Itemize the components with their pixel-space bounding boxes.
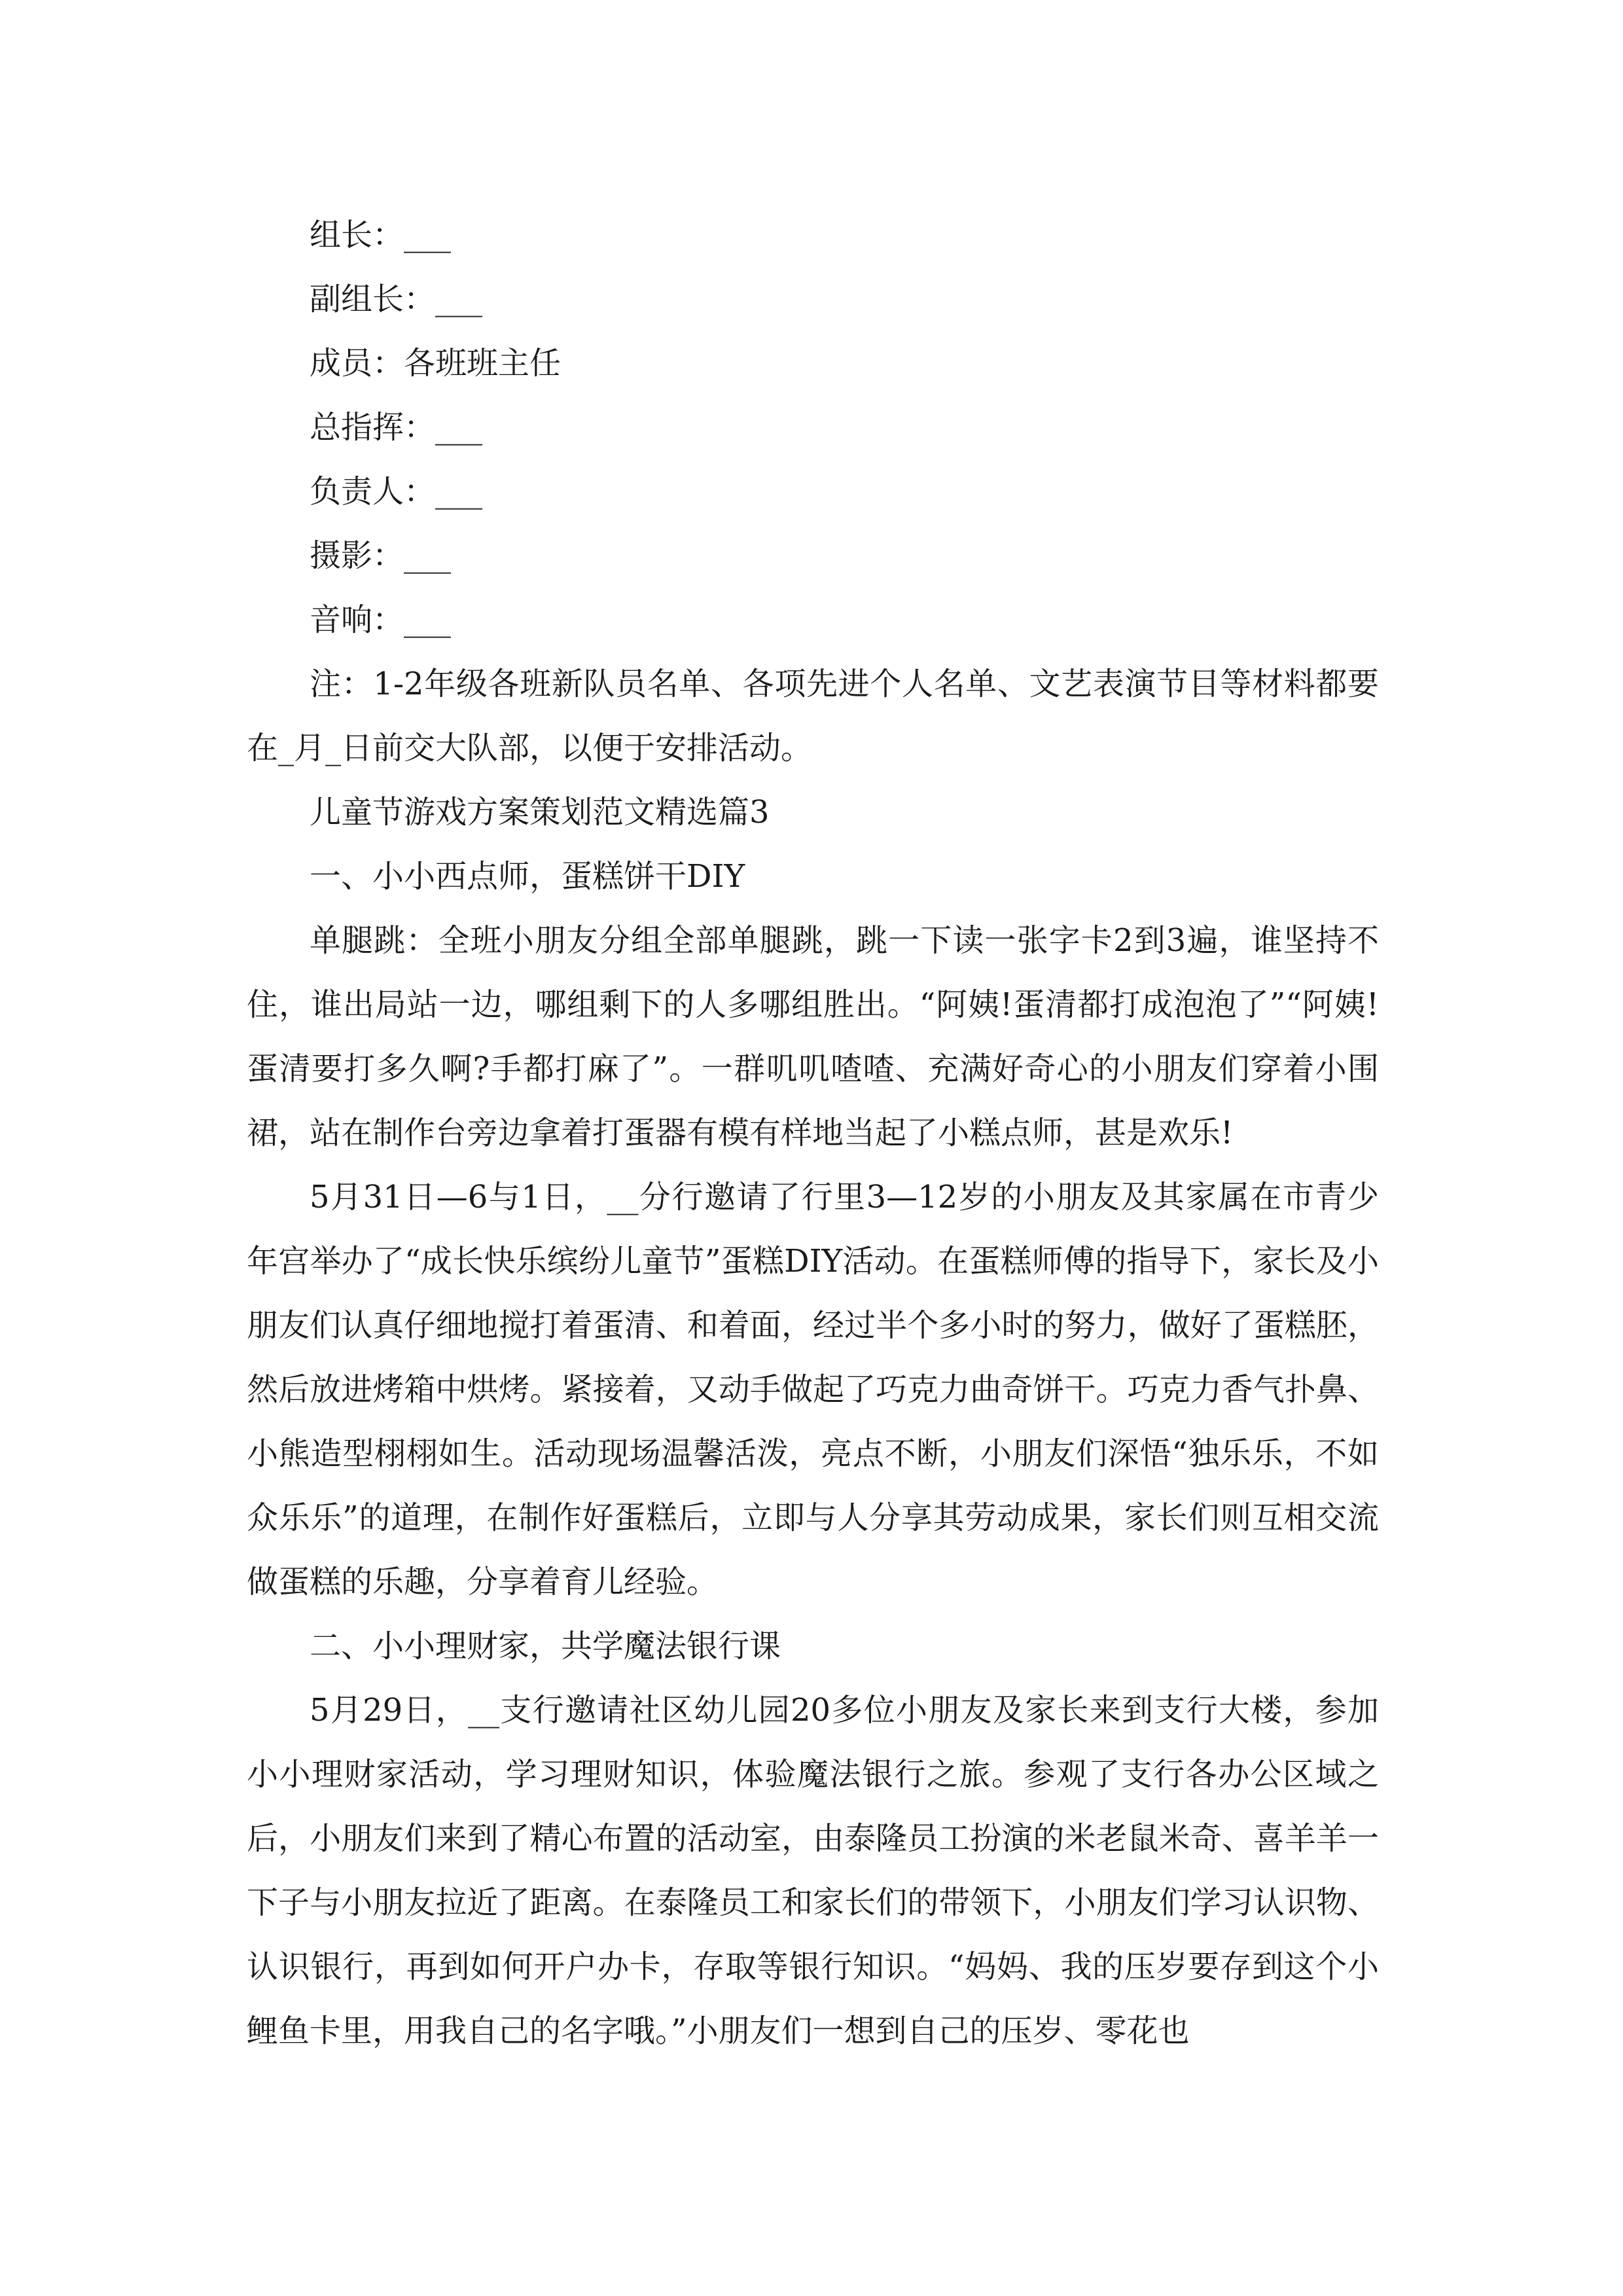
- role-value: ___: [435, 409, 483, 446]
- role-label: 音响：: [310, 601, 404, 638]
- heading-finance-class: 二、小小理财家，共学魔法银行课: [310, 1628, 781, 1664]
- paragraph-cake-activity: 5月31日—6与1日，__分行邀请了行里3—12岁的小朋友及其家属在市青少年宫举办了“成长快乐缤纷儿童节”蛋糕DIY活动。在蛋糕师傅的指导下，家长及小朋友们认真仔细地搅打着蛋清、和着面，经过半个多小时的努力，做好了蛋糕胚，然后放进烤箱中烘烤。紧接着，又动手做起了巧克力曲奇饼干。巧克力香气扑鼻、小熊造型栩栩如生。活动现场温馨活泼，亮点不断，小朋友们深悟“独乐乐，不如众乐乐”的道理，在制作好蛋糕后，立即与人分享其劳动成果，家长们则互相交流做蛋糕的乐趣，分享着育儿经验。: [247, 1179, 1379, 1600]
- role-label: 组长：: [310, 217, 404, 253]
- role-value: ___: [404, 601, 452, 638]
- role-value: ___: [404, 217, 452, 253]
- document-body: [247, 203, 1379, 2063]
- role-line-members: [247, 331, 1379, 395]
- role-value: 各班班主任: [404, 345, 562, 382]
- role-line-leader: [247, 203, 1379, 267]
- role-line-responsible: [247, 459, 1379, 524]
- heading-cake-diy: 一、小小西点师，蛋糕饼干DIY: [310, 858, 745, 895]
- section-title: 儿童节游戏方案策划范文精选篇3: [310, 794, 770, 831]
- role-label: 摄影：: [310, 537, 404, 574]
- role-line-audio: [247, 588, 1379, 652]
- role-value: ___: [435, 473, 483, 510]
- role-label: 副组长：: [310, 281, 436, 317]
- role-value: ___: [435, 281, 483, 317]
- role-label: 负责人：: [310, 473, 436, 510]
- paragraph-finance-activity: 5月29日，__支行邀请社区幼儿园20多位小朋友及家长来到支行大楼，参加小小理财家活动，学习理财知识，体验魔法银行之旅。参观了支行各办公区域之后，小朋友们来到了精心布置的活动室，由泰隆员工扮演的米老鼠米奇、喜羊羊一下子与小朋友拉近了距离。在泰隆员工和家长们的带领下，小朋友们学习认识物、认识银行，再到如何开户办卡，存取等银行知识。“妈妈、我的压岁要存到这个小鲤鱼卡里，用我自己的名字哦。”小朋友们一想到自己的压岁、零花也: [247, 1692, 1379, 2049]
- role-line-deputy-leader: [247, 267, 1379, 331]
- note-paragraph: 注：1-2年级各班新队员名单、各项先进个人名单、文艺表演节目等材料都要在_月_日前交大队部，以便于安排活动。: [247, 666, 1379, 766]
- paragraph-single-leg-jump: 单腿跳：全班小朋友分组全部单腿跳，跳一下读一张字卡2到3遍，谁坚持不住，谁出局站一边，哪组剩下的人多哪组胜出。“阿姨!蛋清都打成泡泡了”“阿姨!蛋清要打多久啊?手都打麻了”。一群叽叽喳喳、充满好奇心的小朋友们穿着小围裙，站在制作台旁边拿着打蛋器有模有样地当起了小糕点师，甚是欢乐!: [247, 922, 1379, 1151]
- role-line-photography: [247, 524, 1379, 588]
- role-value: ___: [404, 537, 452, 574]
- role-label: 成员：: [310, 345, 404, 382]
- role-label: 总指挥：: [310, 409, 436, 446]
- role-line-commander: [247, 395, 1379, 459]
